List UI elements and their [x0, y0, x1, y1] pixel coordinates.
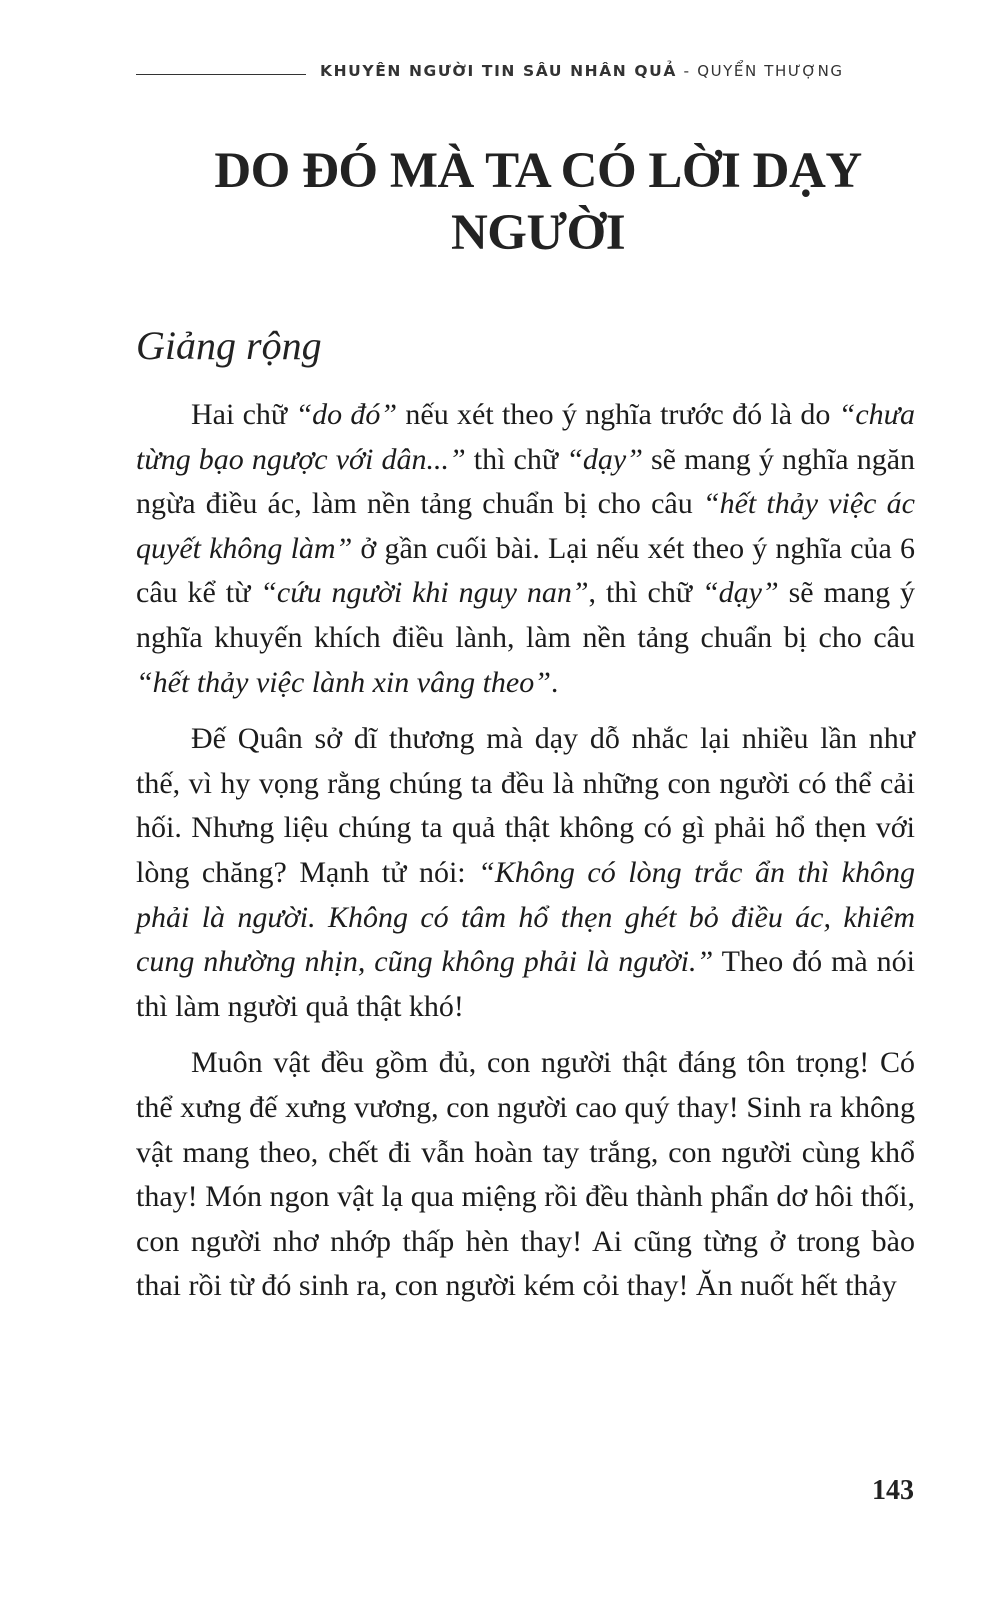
paragraph: [136, 1041, 915, 1309]
paragraph: [136, 717, 915, 1029]
text-run: nếu xét theo ý nghĩa trước đó là do: [397, 398, 839, 431]
chapter-title-line-1: DO ĐÓ MÀ TA CÓ LỜI DẠY: [214, 143, 862, 199]
header-text: [320, 62, 844, 80]
section-heading: Giảng rộng: [136, 323, 322, 368]
italic-quote: “chưa từng bạo ngược với dân...”: [136, 398, 916, 476]
text-run: thì chữ: [465, 442, 567, 476]
italic-quote: “dạy”: [701, 576, 779, 610]
text-run: , thì chữ: [588, 576, 702, 610]
paragraph: [136, 393, 915, 705]
page-number: 143: [872, 1475, 914, 1506]
text-run: sẽ mang ý nghĩa ngăn ngừa điều ác, làm nền tảng chuẩn bị cho câu: [136, 442, 916, 521]
header-separator: -: [676, 62, 698, 80]
header-volume: QUYỂN THƯỢNG: [697, 62, 844, 80]
text-run: Muôn vật đều gồm đủ, con người thật đáng tôn trọng! Có thể xưng đế xưng vương, con người cao quý thay! Sinh ra không vật mang theo, chết đi vẫn hoàn tay trắng, con người cùng khổ thay! Món ngon vật lạ qua miệng rồi đều thành phẩn dơ hôi thối, con người nhơ nhớp thấp hèn thay! Ai cũng từng ở trong bào thai rồi từ đó sinh ra, con người kém cỏi thay! Ăn nuốt hết thảy: [136, 1046, 915, 1303]
text-run: ở gần cuối bài. Lại nếu xét theo ý nghĩa của 6 câu kể từ: [136, 531, 915, 610]
header-book-title: KHUYÊN NGƯỜI TIN SÂU NHÂN QUẢ: [320, 62, 677, 80]
running-header: [136, 62, 940, 80]
italic-quote: “cứu người khi nguy nan”: [260, 576, 589, 610]
italic-quote: “hết thảy việc ác quyết không làm”: [136, 487, 915, 565]
text-run: sẽ mang ý nghĩa khuyến khích điều lành, làm nền tảng chuẩn bị cho câu: [136, 576, 915, 654]
italic-quote: “Không có lòng trắc ẩn thì không phải là người. Không có tâm hổ thẹn ghét bỏ điều ác, khiêm cung nhường nhịn, cũng không phải là người.”: [136, 855, 915, 979]
chapter-title: [136, 140, 940, 264]
italic-quote: “hết thảy việc lành xin vâng theo”: [136, 665, 551, 699]
chapter-title-line-2: NGƯỜI: [450, 205, 626, 261]
italic-quote: “dạy”: [566, 442, 643, 476]
header-rule: [136, 74, 306, 75]
body-text: [136, 393, 915, 1321]
text-run: Theo đó mà nói thì làm người quả thật khó!: [136, 945, 915, 1023]
text-run: .: [550, 665, 559, 699]
italic-quote: “do đó”: [295, 398, 398, 431]
text-run: Đế Quân sở dĩ thương mà dạy dỗ nhắc lại nhiều lần như thế, vì hy vọng rằng chúng ta đều là những con người có thể cải hối. Nhưng liệu chúng ta quả thật không có gì phải hổ thẹn với lòng chăng? Mạnh tử nói:: [136, 722, 915, 889]
text-run: Hai chữ: [191, 398, 296, 431]
